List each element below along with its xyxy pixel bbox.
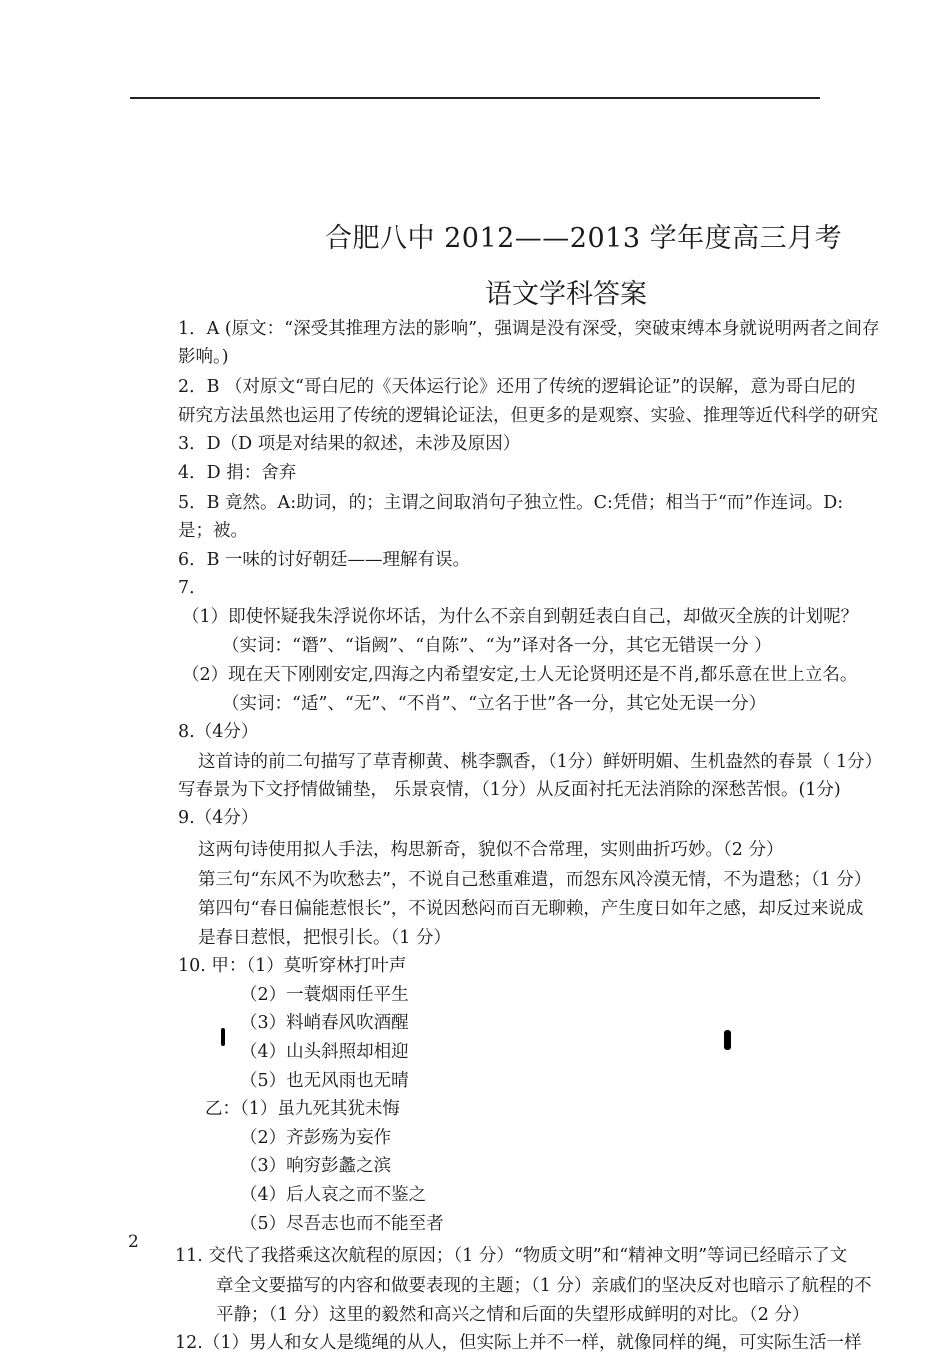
answer-line: （实词：“适”、“无”、“不肖”、“立名于世”各一分，其它处无误一分） xyxy=(222,694,767,714)
header-rule xyxy=(130,97,820,99)
answer-line: 这两句诗使用拟人手法，构思新奇，貌似不合常理，实则曲折巧妙。（2 分） xyxy=(198,840,784,860)
answer-line: 1．A (原文：“深受其推理方法的影响”，强调是没有深受，突破束缚本身就说明两者之间存 xyxy=(178,319,880,339)
answer-line: 平静；（1 分）这里的毅然和高兴之情和后面的失望形成鲜明的对比。（2 分） xyxy=(216,1305,810,1325)
answer-line: 写春景为下文抒情做铺垫， 乐景哀情，（1分）从反面衬托无法消除的深愁苦恨。(1分) xyxy=(178,780,841,800)
answer-line: 这首诗的前二句描写了草青柳黄、桃李飘香，（1分）鲜妍明媚、生机盎然的春景（ 1分） xyxy=(198,752,883,772)
answer-line: 10. 甲：（1）莫听穿林打叶声 xyxy=(178,956,407,976)
answer-line: （1）即使怀疑我朱浮说你坏话，为什么不亲自到朝廷表白自己，却做灭全族的计划呢？ xyxy=(182,607,859,627)
answer-line-cutoff xyxy=(175,1330,935,1353)
answer-line: 8.（4分） xyxy=(178,722,259,742)
page-subtitle: 语文学科答案 xyxy=(485,279,647,310)
answer-line: 第四句“春日偏能惹恨长”，不说因愁闷而百无聊赖，产生度日如年之感，却反过来说成 xyxy=(198,899,864,919)
answer-line: 12.（1）男人和女人是缆绳的从人，但实际上并不一样，就像同样的绳，可实际生活一样 xyxy=(175,1333,862,1353)
answer-line: （3）料峭春风吹酒醒 xyxy=(240,1013,409,1033)
answer-line: （2）一蓑烟雨任平生 xyxy=(240,985,409,1005)
page-title: 合肥八中 2012——2013 学年度高三月考 xyxy=(325,223,843,254)
answer-line: 5．B 竟然。A:助词，的；主谓之间取消句子独立性。C:凭借；相当于“而”作连词。D: xyxy=(178,493,844,513)
answer-line: 章全文要描写的内容和做要表现的主题；（1 分）亲戚们的坚决反对也暗示了航程的不 xyxy=(216,1276,872,1296)
answer-line: 是春日惹恨，把恨引长。（1 分） xyxy=(198,928,451,948)
answer-line: （4）后人哀之而不鉴之 xyxy=(240,1185,427,1205)
answer-line: （4）山头斜照却相迎 xyxy=(240,1042,409,1062)
answer-line: （2）齐彭殇为妄作 xyxy=(240,1128,392,1148)
answer-line: 第三句“东风不为吹愁去”，不说自己愁重难遣，而怨东风冷漠无情，不为遣愁；（1 分） xyxy=(198,870,872,890)
answer-line: 11. 交代了我搭乘这次航程的原因；（1 分）“物质文明”和“精神文明”等词已经暗示了文 xyxy=(175,1246,848,1266)
answer-line: 3．D（D 项是对结果的叙述，未涉及原因） xyxy=(178,434,521,454)
answer-line: 9.（4分） xyxy=(178,808,259,828)
page-number: 2 xyxy=(128,1232,139,1252)
answer-line: 影响。) xyxy=(178,347,229,367)
answer-line: （实词：“谮”、“诣阙”、“自陈”、“为”译对各一分，其它无错误一分 ） xyxy=(222,636,772,656)
answer-line: 7． xyxy=(178,578,207,598)
answer-line: 乙：（1）虽九死其犹未悔 xyxy=(205,1099,400,1119)
answer-line: 6．B 一味的讨好朝廷——理解有误。 xyxy=(178,550,471,570)
scan-mark xyxy=(724,1030,731,1050)
answer-line: （3）响穷彭蠡之滨 xyxy=(240,1156,392,1176)
answer-line: （2）现在天下刚刚安定,四海之内希望安定,士人无论贤明还是不肖,都乐意在世上立名。 xyxy=(182,665,858,685)
answer-line: （5）尽吾志也而不能至者 xyxy=(240,1214,444,1234)
scan-mark xyxy=(221,1028,225,1046)
answer-line: 研究方法虽然也运用了传统的逻辑论证法，但更多的是观察、实验、推理等近代科学的研究 xyxy=(178,406,878,426)
answer-line: 4．D 捐：舍弃 xyxy=(178,463,297,483)
answer-line: 是；被。 xyxy=(178,521,248,541)
answer-line: 2．B （对原文“哥白尼的《天体运行论》还用了传统的逻辑论证”的误解，意为哥白尼的 xyxy=(178,377,856,397)
answer-line: （5）也无风雨也无晴 xyxy=(240,1071,409,1091)
